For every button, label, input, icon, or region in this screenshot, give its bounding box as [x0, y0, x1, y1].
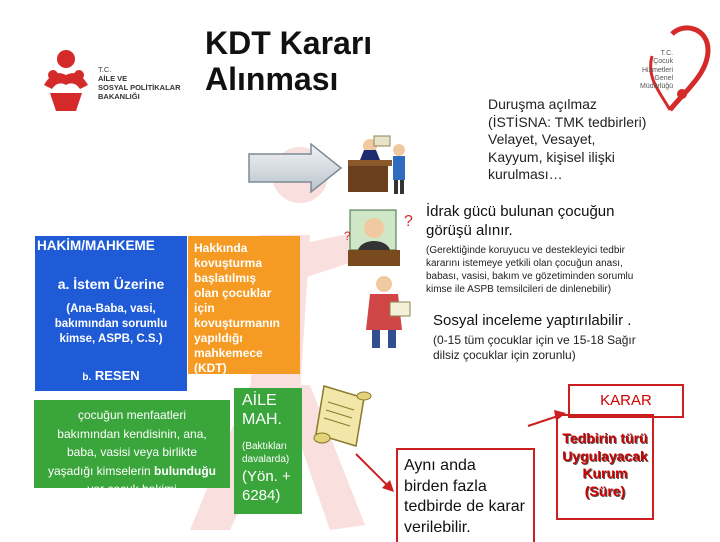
orange-line2: kovuşturma — [194, 256, 263, 270]
block-arrow-icon — [247, 142, 343, 194]
ministry-logo-icon — [36, 45, 96, 115]
social-inquiry-detail — [433, 333, 636, 363]
sosyal-detail-2: dilsiz çocuklar için zorunlu) — [433, 348, 576, 362]
prosecution-text — [194, 241, 296, 376]
orange-line8: mahkemece — [194, 346, 263, 360]
ayni-line3: tedbirde de karar — [404, 498, 525, 515]
family-court-box — [234, 388, 302, 514]
svg-text:?: ? — [344, 229, 351, 243]
green-line5: yer çocuk hakimi — [87, 482, 177, 496]
multiple-measures-box — [396, 448, 535, 542]
green-line4 — [34, 462, 230, 481]
karar-label: KARAR — [600, 392, 652, 409]
arrow-to-multiple-icon — [352, 452, 396, 496]
durusma-line1: Duruşma açılmaz — [488, 96, 597, 112]
istem-detail-1: (Ana-Baba, vasi, — [66, 303, 156, 315]
svg-text:?: ? — [404, 213, 413, 230]
tedbir-line1: Tedbirin türü — [562, 430, 648, 446]
hearing-note — [488, 96, 646, 184]
child-judge-text — [34, 406, 230, 499]
aile-law1: (Yön. + — [242, 468, 291, 485]
logo-line2: SOSYAL POLİTİKALAR — [98, 83, 181, 92]
istem-label: a. İstem Üzerine — [57, 276, 165, 292]
orange-line9: (KDT) — [194, 361, 227, 375]
idrak-detail-1: (Gerektiğinde koruyucu ve destekleyici tedbir — [426, 245, 625, 256]
logo-right-line3: Genel — [654, 74, 674, 82]
green-line4-pre: yaşadığı kimselerin — [47, 463, 155, 478]
ayni-line2: birden fazla — [404, 477, 487, 495]
aile-law — [242, 467, 291, 505]
aile-title2: MAH. — [242, 411, 282, 428]
idrak-detail-2: kararını istemeye yetkili olan çocuğun anası, — [426, 258, 623, 269]
durusma-line2: (İSTİSNA: TMK tedbirleri) — [488, 113, 647, 130]
orange-line4: olan çocuklar — [194, 286, 272, 300]
tedbir-line4: (Süre) — [584, 482, 626, 499]
resen-prefix: b. — [82, 372, 92, 383]
tedbir-line3: Kurum — [582, 465, 628, 481]
aile-title — [242, 391, 282, 429]
ministry-logo — [36, 45, 196, 125]
ayni-line4: verilebilir. — [404, 518, 471, 536]
child-judge-box — [34, 400, 230, 496]
orange-line6: kovuşturmanın — [194, 316, 281, 330]
idrak-line1: İdrak gücü bulunan çocuğun — [426, 203, 615, 220]
ayni-line1: Aynı anda — [404, 457, 476, 474]
prosecution-box — [188, 236, 300, 374]
durusma-line5: kurulması… — [488, 166, 563, 182]
idrak-detail-3: babası, vasisi, bakım ve gözetiminden sorumlu — [426, 271, 634, 282]
orange-line3: başlatılmış — [194, 271, 257, 285]
confused-judge-clipart-icon — [344, 206, 418, 270]
orange-line7: yapıldığı — [194, 331, 243, 345]
idrak-detail-4: kimse ile ASPB temsilcileri de dinlenebilir) — [426, 284, 612, 295]
durusma-line4: Kayyum, kişisel ilişki — [488, 148, 615, 165]
measure-details-text — [558, 430, 652, 500]
child-opinion-heading — [426, 202, 614, 240]
logo-line3: BAKANLIĞI — [98, 92, 140, 101]
scroll-document-icon — [308, 380, 378, 450]
title-line1: KDT Kararı — [205, 25, 373, 61]
judge-court-box — [35, 236, 187, 391]
logo-right-line1: Çocuk — [653, 58, 674, 66]
resen-label — [35, 368, 187, 383]
aile-sub2: davalarda) — [242, 454, 290, 465]
page-title — [205, 25, 372, 97]
decision-box — [568, 384, 684, 418]
tedbir-line2: Uygulayacak — [562, 447, 648, 464]
sosyal-detail-1: (0-15 tüm çocuklar için ve 15-18 Sağır — [433, 333, 636, 347]
istem-detail-2: bakımından sorumlu — [54, 318, 168, 330]
aile-law2: 6284) — [242, 487, 281, 504]
istem-detail — [35, 302, 187, 347]
hakim-title: HAKİM/MAHKEME — [37, 238, 155, 253]
green-line1: çocuğun menfaatleri — [77, 408, 187, 422]
logo-right-line4: Müdürlüğü — [640, 83, 674, 91]
green-line4-bold: bulunduğu — [154, 463, 217, 478]
social-worker-clipart-icon — [350, 272, 420, 352]
resen-text: RESEN — [91, 368, 140, 383]
idrak-line2: görüşü alınır. — [426, 222, 513, 239]
multiple-measures-text — [404, 456, 525, 538]
logo-right-tc: T.C. — [660, 50, 674, 57]
orange-line5: için — [194, 301, 215, 315]
social-inquiry-heading: Sosyal inceleme yaptırılabilir . — [433, 312, 632, 329]
courtroom-clipart-icon — [344, 128, 414, 198]
aile-sub — [242, 440, 289, 466]
child-opinion-detail — [426, 244, 633, 296]
logo-line1: AİLE VE — [98, 74, 128, 83]
measure-details-box — [556, 414, 654, 520]
aile-sub1: (Baktıkları — [242, 441, 288, 452]
title-line2: Alınması — [205, 61, 339, 97]
green-line3: baba, vasisi veya birlikte — [66, 445, 198, 459]
orange-line1: Hakkında — [194, 241, 248, 255]
durusma-line3: Velayet, Vesayet, — [488, 131, 596, 147]
logo-right-line2: Hizmetleri — [641, 66, 674, 74]
istem-detail-3: kimse, ASPB, C.S.) — [59, 333, 163, 345]
green-line2: bakımından kendisinin, ana, — [57, 426, 207, 441]
logo-tc: T.C. — [98, 65, 112, 74]
aile-title1: AİLE — [242, 392, 277, 409]
